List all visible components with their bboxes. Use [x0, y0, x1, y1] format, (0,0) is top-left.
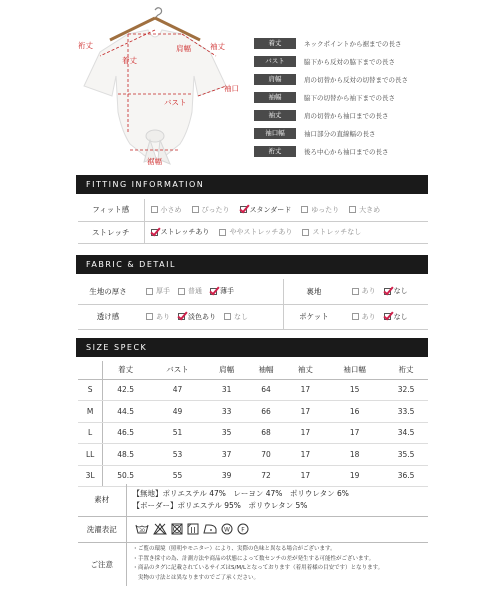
material-table: [78, 484, 428, 586]
legend-desc: 後ろ中心から袖口までの長さ: [304, 147, 389, 156]
fabric-row: [78, 279, 428, 304]
checkbox-checked-icon: [240, 206, 247, 213]
checkbox-checked-icon: [384, 313, 391, 320]
legend-desc: 肩の切替から袖口までの長さ: [304, 111, 389, 120]
option-item: [146, 286, 170, 296]
care-icons: [127, 523, 429, 535]
size-row: [78, 444, 428, 466]
note-line: 実物の寸法とは異なりますのでご了承ください。: [132, 574, 260, 581]
lining-options: [344, 286, 428, 296]
checkbox-empty-icon: [224, 313, 231, 320]
option-item: [352, 312, 376, 322]
stretch-options: [145, 227, 429, 237]
size-row: [78, 379, 428, 401]
legend-desc: ネックポイントから裾までの長さ: [304, 39, 402, 48]
no-tumble-dry-icon: [171, 523, 183, 535]
size-label: L: [78, 422, 103, 444]
legend-row: [254, 70, 498, 88]
checkbox-empty-icon: [301, 206, 308, 213]
legend-tag: 着丈: [254, 38, 296, 49]
label-cuff: 袖口: [224, 84, 239, 93]
option-item: [178, 312, 216, 322]
size-cell: 32.5: [384, 379, 428, 401]
option-item: [151, 205, 182, 215]
size-cell: 64: [246, 379, 285, 401]
size-cell: 68: [246, 422, 285, 444]
size-column-header: 袖幅: [246, 361, 285, 379]
size-cell: 17: [286, 401, 325, 423]
fitting-table: [78, 199, 428, 244]
fit-label: フィット感: [78, 199, 144, 221]
garment-diagram: [0, 0, 500, 170]
size-cell: 31: [207, 379, 246, 401]
dry-clean-f-icon: [237, 523, 249, 535]
checkbox-checked-icon: [210, 288, 217, 295]
option-item: [384, 286, 408, 296]
notes-label: ご注意: [78, 542, 126, 586]
size-cell: 49: [148, 401, 207, 423]
size-column-header: 袖口幅: [325, 361, 384, 379]
size-cell: 66: [246, 401, 285, 423]
option-label: 小さめ: [160, 205, 182, 214]
notes-row: [78, 542, 428, 586]
option-label: 厚手: [156, 287, 170, 296]
thickness-label: 生地の厚さ: [78, 279, 138, 304]
option-item: [301, 205, 339, 215]
option-label: なし: [393, 287, 408, 296]
stretch-row: [78, 221, 428, 243]
size-column-header: 裄丈: [384, 361, 428, 379]
svg-text:30: 30: [138, 529, 145, 534]
fabric-row: [78, 304, 428, 329]
option-item: [210, 286, 234, 296]
size-cell: 42.5: [103, 379, 148, 401]
checkbox-empty-icon: [352, 288, 359, 295]
size-cell: 70: [246, 444, 285, 466]
legend-tag: 袖丈: [254, 110, 296, 121]
checkbox-checked-icon: [178, 313, 185, 320]
option-label: あり: [361, 312, 376, 321]
size-cell: 17: [286, 379, 325, 401]
material-label: 素材: [78, 484, 126, 516]
option-item: [240, 205, 292, 215]
checkbox-empty-icon: [178, 288, 185, 295]
size-cell: 51: [148, 422, 207, 444]
thickness-options: [138, 286, 283, 296]
label-shoulder: 肩幅: [176, 44, 191, 53]
legend-row: [254, 124, 498, 142]
svg-text:F: F: [240, 526, 245, 534]
option-item: [349, 205, 380, 215]
checkbox-empty-icon: [349, 206, 356, 213]
lining-label: 裏地: [284, 279, 344, 304]
checkbox-empty-icon: [146, 288, 153, 295]
size-cell: 35.5: [384, 444, 428, 466]
size-column-header: バスト: [148, 361, 207, 379]
fitting-header: FITTING INFORMATION: [76, 175, 428, 194]
checkbox-empty-icon: [302, 229, 309, 236]
legend-row: [254, 52, 498, 70]
corner-cell: [78, 361, 103, 379]
legend-tag: 袖口幅: [254, 128, 296, 139]
size-cell: 17: [286, 465, 325, 487]
label-sleeve-length-left: 裄丈: [78, 41, 93, 50]
legend-tag: 肩幅: [254, 74, 296, 85]
option-label: 普通: [188, 287, 202, 296]
option-label: ややストレッチあり: [229, 228, 293, 236]
material-line: 【ボーダー】ポリエステル 95% ポリウレタン 5%: [132, 500, 308, 510]
legend-desc: 脇下から反対の脇下までの長さ: [304, 57, 395, 66]
sheerness-label: 透け感: [78, 304, 138, 329]
option-label: なし: [234, 312, 248, 321]
material-row: [78, 484, 428, 516]
size-table: [78, 361, 428, 487]
size-cell: 44.5: [103, 401, 148, 423]
option-label: あり: [361, 287, 376, 296]
pocket-label: ポケット: [284, 304, 344, 329]
option-label: なし: [393, 312, 408, 321]
size-cell: 39: [207, 465, 246, 487]
option-label: ゆったり: [311, 205, 340, 214]
label-sleeve-length-right: 袖丈: [210, 42, 225, 51]
option-label: スタンダード: [249, 205, 292, 214]
option-item: [146, 312, 170, 322]
note-line: ・手置き採寸の為、計測方法や商品の状態によって数センチの差が発生する可能性がございます。: [132, 555, 375, 562]
size-cell: 55: [148, 465, 207, 487]
size-cell: 18: [325, 444, 384, 466]
size-column-header: 袖丈: [286, 361, 325, 379]
option-label: ストレッチあり: [160, 228, 210, 236]
size-cell: 50.5: [103, 465, 148, 487]
svg-text:W: W: [223, 526, 230, 534]
pocket-options: [344, 312, 428, 322]
checkbox-empty-icon: [219, 229, 226, 236]
option-item: [224, 312, 248, 322]
size-cell: 19: [325, 465, 384, 487]
option-item: [384, 312, 408, 322]
size-cell: 47: [148, 379, 207, 401]
size-label: LL: [78, 444, 103, 466]
size-cell: 72: [246, 465, 285, 487]
measurement-legend: [254, 34, 498, 160]
size-column-header: 着丈: [103, 361, 148, 379]
note-line: ・商品のタグに記載されているサイズはS/M/Lとなっております（着用着様の目安です）となります。: [132, 565, 384, 572]
option-item: [302, 227, 361, 237]
checkbox-empty-icon: [146, 313, 153, 320]
size-cell: 53: [148, 444, 207, 466]
option-item: [352, 286, 376, 296]
sheerness-options: [138, 312, 283, 322]
fit-row: [78, 199, 428, 221]
legend-tag: 裄丈: [254, 146, 296, 157]
option-item: [219, 227, 292, 237]
garment-illustration: [70, 4, 240, 169]
option-label: あり: [156, 312, 170, 321]
size-cell: 36.5: [384, 465, 428, 487]
size-cell: 15: [325, 379, 384, 401]
checkbox-empty-icon: [151, 206, 158, 213]
no-bleach-icon: [153, 523, 167, 535]
wash-30-icon: [135, 523, 149, 535]
option-label: 淡色あり: [188, 312, 216, 321]
size-label: M: [78, 401, 103, 423]
size-cell: 17: [286, 422, 325, 444]
size-row: [78, 422, 428, 444]
size-cell: 34.5: [384, 422, 428, 444]
care-label: 洗濯表記: [78, 516, 126, 542]
size-cell: 33.5: [384, 401, 428, 423]
stretch-label: ストレッチ: [78, 221, 144, 243]
option-label: 大きめ: [359, 205, 381, 214]
legend-row: [254, 34, 498, 52]
size-label: 3L: [78, 465, 103, 487]
iron-low-icon: [203, 523, 217, 535]
checkbox-empty-icon: [192, 206, 199, 213]
size-cell: 16: [325, 401, 384, 423]
label-length: 着丈: [122, 56, 137, 65]
size-table-header: [78, 361, 428, 379]
size-cell: 33: [207, 401, 246, 423]
option-item: [192, 205, 230, 215]
size-label: S: [78, 379, 103, 401]
legend-desc: 肩の切替から反対の切替までの長さ: [304, 75, 408, 84]
size-cell: 37: [207, 444, 246, 466]
size-cell: 48.5: [103, 444, 148, 466]
size-header: SIZE SPECK: [76, 338, 428, 357]
size-cell: 17: [286, 444, 325, 466]
legend-row: [254, 142, 498, 160]
size-cell: 35: [207, 422, 246, 444]
option-item: [178, 286, 202, 296]
legend-row: [254, 106, 498, 124]
label-bust: バスト: [164, 98, 187, 107]
legend-tag: バスト: [254, 56, 296, 67]
size-cell: 46.5: [103, 422, 148, 444]
option-label: ぴったり: [201, 205, 230, 214]
fabric-header: FABRIC & DETAIL: [76, 255, 428, 274]
checkbox-empty-icon: [352, 313, 359, 320]
fabric-table: [78, 279, 428, 330]
checkbox-checked-icon: [151, 229, 158, 236]
size-column-header: 肩幅: [207, 361, 246, 379]
fit-options: [145, 205, 429, 215]
legend-desc: 脇下の切替から袖下までの長さ: [304, 93, 395, 102]
label-hem: 裾幅: [147, 157, 162, 166]
option-label: ストレッチなし: [312, 228, 362, 236]
wet-clean-icon: [221, 523, 233, 535]
legend-tag: 袖幅: [254, 92, 296, 103]
legend-row: [254, 88, 498, 106]
care-row: [78, 516, 428, 542]
note-line: ・ご覧の環境（照明やモニター）により、実際の色味と異なる場合がございます。: [132, 546, 336, 553]
legend-desc: 袖口部分の直線幅の長さ: [304, 129, 376, 138]
size-cell: 17: [325, 422, 384, 444]
shade-drip-dry-icon: [187, 523, 199, 535]
checkbox-checked-icon: [384, 288, 391, 295]
size-row: [78, 401, 428, 423]
option-item: [151, 227, 210, 237]
option-label: 薄手: [220, 287, 234, 296]
material-line: 【無地】ポリエステル 47% レーヨン 47% ポリウレタン 6%: [132, 488, 349, 498]
